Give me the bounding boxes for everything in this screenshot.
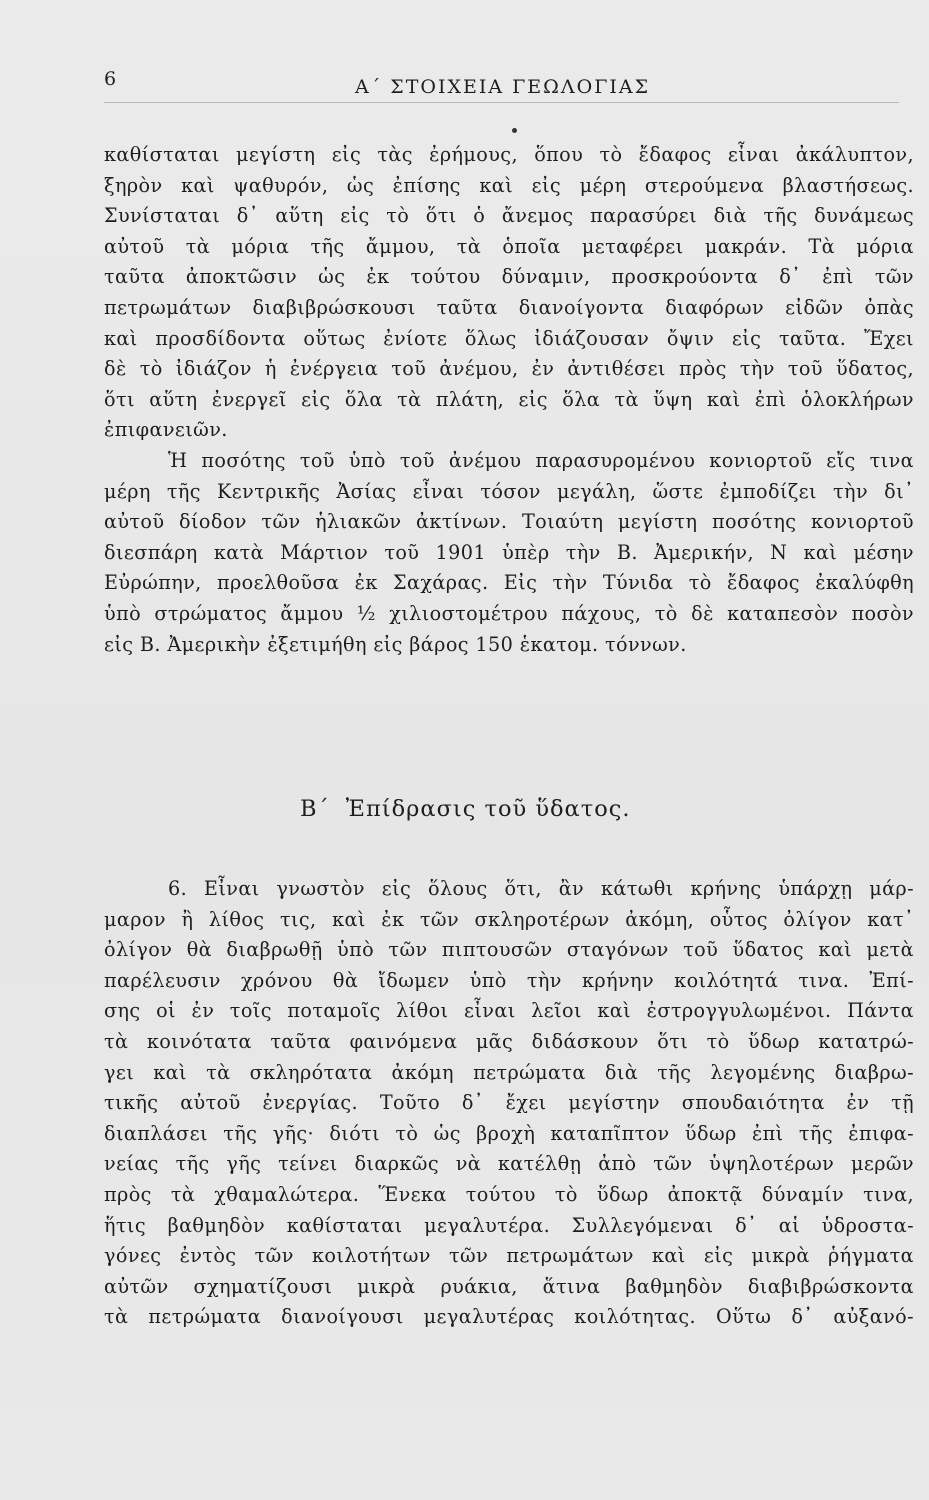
text-line: δὲ τὸ ἰδιάζον ἡ ἐνέργεια τοῦ ἀνέμου, ἐν ἀντιθέσει πρὸς τὴν τοῦ ὕδατος,: [104, 357, 914, 381]
text-block-bottom: [104, 874, 914, 1333]
text-block-top: [104, 140, 914, 660]
running-title: Α΄ ΣΤΟΙΧΕΙΑ ΓΕΩΛΟΓΙΑΣ: [355, 76, 651, 98]
text-line: γόνες ἐντὸς τῶν κοιλοτήτων τῶν πετρωμάτων καὶ εἰς μικρὰ ῥήγματα: [104, 1244, 914, 1268]
text-line: ὅτι αὕτη ἐνεργεῖ εἰς ὅλα τὰ πλάτη, εἰς ὅλα τὰ ὕψη καὶ ἐπὶ ὁλοκλήρων: [104, 387, 914, 411]
text-line: αὐτοῦ δίοδον τῶν ἡλιακῶν ἀκτίνων. Τοιαύτη μεγίστη ποσότης κονιορτοῦ: [104, 510, 914, 534]
page-number: 6: [104, 68, 118, 90]
paragraph-dust: [104, 446, 914, 660]
text-line: καὶ προσδίδοντα οὕτως ἐνίοτε ὅλως ἰδιάζουσαν ὄψιν εἰς ταῦτα. Ἔχει: [104, 326, 914, 350]
text-line: εἰς Β. Ἀμερικὴν ἐξετιμήθη εἰς βάρος 150 ἑκατομ. τόννων.: [104, 632, 687, 656]
text-line: παρέλευσιν χρόνου θὰ ἴδωμεν ὑπὸ τὴν κρήνην κοιλότητά τινα. Ἐπί-: [104, 968, 914, 992]
text-line: πρὸς τὰ χθαμαλώτερα. Ἕνεκα τούτου τὸ ὕδωρ ἀποκτᾷ δύναμίν τινα,: [104, 1182, 914, 1206]
text-line: ξηρὸν καὶ ψαθυρόν, ὡς ἐπίσης καὶ εἰς μέρη στερούμενα βλαστήσεως.: [104, 173, 914, 197]
text-line: Συνίσταται δ᾽ αὕτη εἰς τὸ ὅτι ὁ ἄνεμος παρασύρει διὰ τῆς δυνάμεως: [104, 204, 914, 228]
text-line: διαπλάσει τῆς γῆς· διότι τὸ ὡς βροχὴ καταπῖπτον ὕδωρ ἐπὶ τῆς ἐπιφα-: [104, 1121, 914, 1145]
text-line: ἐπιφανειῶν.: [104, 418, 228, 442]
text-line: ταῦτα ἀποκτῶσιν ὡς ἐκ τούτου δύναμιν, προσκρούοντα δ᾽ ἐπὶ τῶν: [104, 265, 914, 289]
text-line: ὑπὸ στρώματος ἄμμου ½ χιλιοστομέτρου πάχους, τὸ δὲ καταπεσὸν ποσὸν: [104, 601, 914, 625]
text-line: αὐτοῦ τὰ μόρια τῆς ἄμμου, τὰ ὁποῖα μεταφέρει μακράν. Τὰ μόρια: [104, 234, 914, 258]
text-line: πετρωμάτων διαβιβρώσκουσι ταῦτα διανοίγοντα διαφόρων εἰδῶν ὀπὰς: [104, 295, 914, 319]
header-rule: [104, 102, 899, 103]
text-line: Εὐρώπην, προελθοῦσα ἐκ Σαχάρας. Εἰς τὴν Τύνιδα τὸ ἔδαφος ἐκαλύφθη: [104, 571, 914, 595]
paragraph-water-erosion: [104, 874, 914, 1333]
text-line: γει καὶ τὰ σκληρότατα ἀκόμη πετρώματα διὰ τῆς λεγομένης διαβρω-: [104, 1060, 914, 1084]
text-line: τὰ πετρώματα διανοίγουσι μεγαλυτέρας κοιλότητας. Οὕτω δ᾽ αὐξανό-: [104, 1305, 914, 1329]
text-line: αὐτῶν σχηματίζουσι μικρὰ ρυάκια, ἅτινα βαθμηδὸν διαβιβρώσκοντα: [104, 1274, 914, 1298]
text-line: καθίσταται μεγίστη εἰς τὰς ἐρήμους, ὅπου τὸ ἔδαφος εἶναι ἀκάλυπτον,: [104, 143, 914, 166]
text-line: μαρον ἢ λίθος τις, καὶ ἐκ τῶν σκληροτέρων ἀκόμη, οὗτος ὀλίγον κατ᾽: [104, 907, 914, 931]
text-line: ἥτις βαθμηδὸν καθίσταται μεγαλυτέρα. Συλλεγόμεναι δ᾽ αἱ ὑδροστα-: [104, 1213, 914, 1237]
text-line: μέρη τῆς Κεντρικῆς Ἀσίας εἶναι τόσον μεγάλη, ὥστε ἐμποδίζει τὴν δι᾽: [104, 479, 914, 503]
section-heading: [300, 796, 631, 822]
text-line: σης οἱ ἐν τοῖς ποταμοῖς λίθοι εἶναι λεῖοι καὶ ἐστρογγυλωμένοι. Πάντα: [104, 999, 914, 1023]
section-letter: Β΄: [300, 796, 330, 822]
text-line: 6. Εἶναι γνωστὸν εἰς ὅλους ὅτι, ἂν κάτωθι κρήνης ὑπάρχῃ μάρ-: [168, 877, 914, 900]
ink-dot: [512, 128, 517, 133]
text-line: νείας τῆς γῆς τείνει διαρκῶς νὰ κατέλθῃ ἀπὸ τῶν ὑψηλοτέρων μερῶν: [104, 1152, 914, 1176]
paragraph-wind-erosion: [104, 140, 914, 446]
text-line: τὰ κοινότατα ταῦτα φαινόμενα μᾶς διδάσκουν ὅτι τὸ ὕδωρ κατατρώ-: [104, 1029, 914, 1053]
text-line: διεσπάρη κατὰ Μάρτιον τοῦ 1901 ὑπὲρ τὴν Β. Ἀμερικήν, Ν καὶ μέσην: [104, 540, 914, 564]
section-title: Ἐπίδρασις τοῦ ὕδατος.: [345, 796, 631, 822]
text-line: Ἡ ποσότης τοῦ ὑπὸ τοῦ ἀνέμου παρασυρομένου κονιορτοῦ εἴς τινα: [168, 448, 914, 472]
text-line: ὀλίγον θὰ διαβρωθῇ ὑπὸ τῶν πιπτουσῶν σταγόνων τοῦ ὕδατος καὶ μετὰ: [104, 938, 914, 962]
text-line: τικῆς αὐτοῦ ἐνεργίας. Τοῦτο δ᾽ ἔχει μεγίστην σπουδαιότητα ἐν τῇ: [104, 1091, 914, 1115]
